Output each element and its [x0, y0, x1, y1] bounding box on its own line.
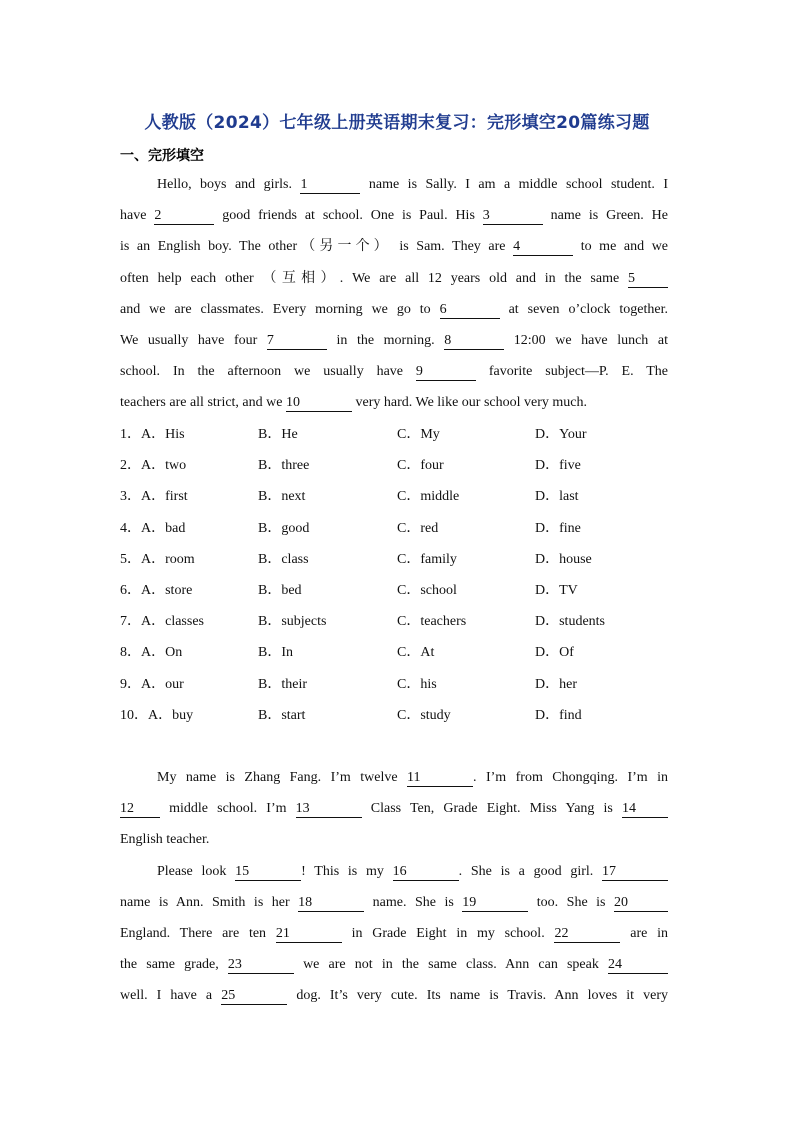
option-a[interactable]: 8．A．On: [120, 645, 183, 661]
option-c[interactable]: C．school: [397, 582, 457, 598]
option-d[interactable]: D．TV: [535, 582, 578, 598]
passage-2: [120, 762, 668, 1012]
option-a[interactable]: 9．A．our: [120, 676, 184, 692]
option-row: [120, 700, 680, 731]
option-d[interactable]: D．five: [535, 458, 581, 474]
option-d[interactable]: D．students: [535, 614, 605, 630]
option-b[interactable]: B．their: [258, 676, 307, 692]
option-b[interactable]: B．In: [258, 645, 293, 661]
option-row: [120, 669, 680, 700]
passage-line: England. There are ten 21 in Grade Eight in my school. 22 are in: [120, 925, 668, 941]
option-a[interactable]: 4．A．bad: [120, 520, 186, 536]
option-row: [120, 419, 680, 450]
option-b[interactable]: B．bed: [258, 582, 302, 598]
option-d[interactable]: D．find: [535, 707, 582, 723]
option-a[interactable]: 1．A．His: [120, 427, 185, 442]
passage-line: Please look 15 ! This is my 16 . She is a good girl. 17: [120, 856, 668, 887]
option-a[interactable]: 3．A．first: [120, 489, 188, 505]
answer-blank-18[interactable]: 18: [298, 894, 364, 912]
option-b[interactable]: B．start: [258, 707, 306, 723]
answer-blank-1[interactable]: 1: [300, 176, 360, 194]
passage-line: school. In the afternoon we usually have 9 favorite subject—P. E. The: [120, 364, 668, 380]
answer-blank-11[interactable]: 11: [407, 769, 473, 787]
option-c[interactable]: C．At: [397, 645, 435, 661]
passage-1: [120, 169, 668, 419]
answer-blank-12[interactable]: 12: [120, 800, 160, 818]
option-d[interactable]: D．Your: [535, 427, 587, 442]
answer-blank-2[interactable]: 2: [154, 207, 214, 225]
answer-blank-10[interactable]: 10: [286, 394, 352, 412]
passage-line: Hello, boys and girls. 1 name is Sally. I am a middle school student. I: [157, 177, 669, 192]
option-a[interactable]: 6．A．store: [120, 582, 193, 598]
option-d[interactable]: D．fine: [535, 520, 581, 536]
option-c[interactable]: C．teachers: [397, 614, 467, 630]
section-heading: 一、完形填空: [120, 148, 204, 164]
option-row: [120, 606, 680, 637]
answer-blank-16[interactable]: 16: [393, 863, 459, 881]
passage-line: 12 middle school. I’m 13 Class Ten, Grade Eight. Miss Yang is 14: [120, 793, 668, 824]
answer-blank-3[interactable]: 3: [483, 207, 543, 225]
option-c[interactable]: C．family: [397, 551, 457, 567]
option-c[interactable]: C．middle: [397, 489, 460, 505]
passage-line: English teacher.: [120, 832, 210, 848]
passage-line: often help each other （互相）. We are all 12 years old and in the same 5: [120, 263, 668, 294]
passage-line: and we are classmates. Every morning we go to 6 at seven o’clock together.: [120, 301, 668, 317]
passage-line: the same grade, 23 we are not in the same class. Ann can speak 24: [120, 949, 668, 980]
passage-line: My name is Zhang Fang. I’m twelve 11 . I’m from Chongqing. I’m in: [157, 770, 668, 785]
passage-line: teachers are all strict, and we 10 very hard. We like our school very much.: [120, 395, 587, 411]
passage-line: We usually have four 7 in the morning. 8 12:00 we have lunch at: [120, 332, 668, 348]
answer-blank-15[interactable]: 15: [235, 863, 301, 881]
options-list: [120, 419, 680, 731]
answer-blank-9[interactable]: 9: [416, 363, 476, 381]
option-b[interactable]: B．He: [258, 427, 298, 442]
option-b[interactable]: B．subjects: [258, 614, 327, 630]
option-c[interactable]: C．study: [397, 707, 451, 723]
option-a[interactable]: 10．A．buy: [120, 707, 194, 723]
answer-blank-23[interactable]: 23: [228, 956, 294, 974]
answer-blank-13[interactable]: 13: [296, 800, 362, 818]
option-a[interactable]: 2．A．two: [120, 458, 187, 474]
option-row: [120, 575, 680, 606]
option-b[interactable]: B．next: [258, 489, 306, 505]
option-b[interactable]: B．three: [258, 458, 310, 474]
passage-line: is an English boy. The other（另一个） is Sam. They are 4 to me and we: [120, 239, 669, 255]
passage-line: name is Ann. Smith is her 18 name. She is 19 too. She is 20: [120, 887, 668, 918]
passage-line: well. I have a 25 dog. It’s very cute. Its name is Travis. Ann loves it very: [120, 988, 668, 1004]
option-a[interactable]: 7．A．classes: [120, 614, 204, 630]
option-a[interactable]: 5．A．room: [120, 551, 195, 567]
option-d[interactable]: D．Of: [535, 645, 574, 661]
option-row: [120, 481, 680, 512]
option-b[interactable]: B．class: [258, 551, 309, 567]
answer-blank-25[interactable]: 25: [221, 987, 287, 1005]
answer-blank-19[interactable]: 19: [462, 894, 528, 912]
answer-blank-6[interactable]: 6: [440, 301, 500, 319]
option-c[interactable]: C．his: [397, 676, 437, 692]
answer-blank-17[interactable]: 17: [602, 863, 668, 881]
answer-blank-24[interactable]: 24: [608, 956, 668, 974]
answer-blank-7[interactable]: 7: [267, 332, 327, 350]
answer-blank-5[interactable]: 5: [628, 270, 668, 288]
passage-line: have 2 good friends at school. One is Paul. His 3 name is Green. He: [120, 208, 668, 224]
answer-blank-21[interactable]: 21: [276, 925, 342, 943]
option-b[interactable]: B．good: [258, 520, 310, 536]
option-d[interactable]: D．last: [535, 489, 579, 505]
option-row: [120, 450, 680, 481]
option-c[interactable]: C．My: [397, 427, 440, 442]
option-c[interactable]: C．four: [397, 458, 444, 474]
option-row: [120, 637, 680, 668]
answer-blank-4[interactable]: 4: [513, 238, 573, 256]
answer-blank-22[interactable]: 22: [554, 925, 620, 943]
option-c[interactable]: C．red: [397, 520, 439, 536]
page-title: 人教版（2024）七年级上册英语期末复习：完形填空20篇练习题: [144, 113, 650, 133]
option-d[interactable]: D．house: [535, 551, 592, 567]
option-row: [120, 513, 680, 544]
answer-blank-14[interactable]: 14: [622, 800, 668, 818]
answer-blank-20[interactable]: 20: [614, 894, 668, 912]
option-row: [120, 544, 680, 575]
option-d[interactable]: D．her: [535, 676, 577, 692]
answer-blank-8[interactable]: 8: [444, 332, 504, 350]
